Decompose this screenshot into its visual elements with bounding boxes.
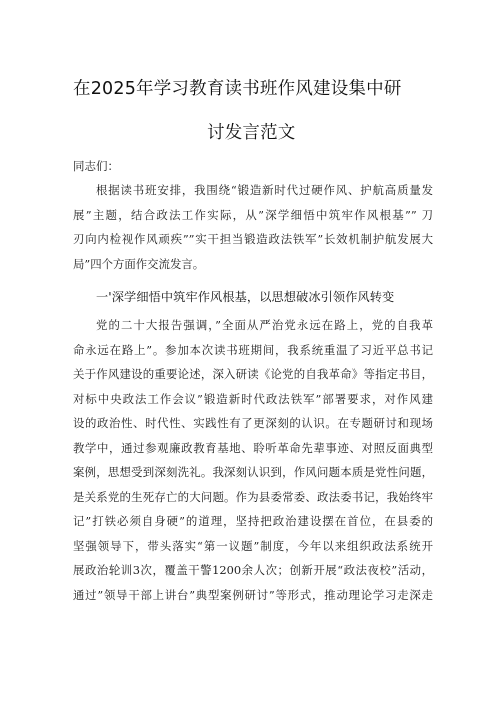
paragraph-line: 通过”领导干部上讲台”典型案例研讨”等形式，推动理论学习走深走: [73, 587, 433, 602]
paragraph-line: 记”打铁必须自身硬”的道理，坚持把政治建设摆在首位，在县委的: [73, 514, 433, 528]
paragraph-line: 刃向内检视作风顽疾””实干担当锻造政法铁军”长效机制护航发展大: [73, 232, 433, 246]
paragraph-line: 根据读书班安排，我围绕“锻造新时代过硬作风、护航高质量发: [96, 183, 433, 197]
paragraph-line: 关于作风建设的重要论述，深入研读《论党的自我革命》等指定书目，: [73, 367, 433, 381]
paragraph-line: 局”四个方面作交流发言。: [73, 256, 205, 271]
paragraph-line: 命永远在路上”。参加本次读书班期间，我系统重温了习近平总书记: [73, 342, 433, 357]
paragraph-line: 教学中，通过参观廉政教育基地、聆听革命先辈事迹、对照反面典型: [73, 440, 433, 455]
paragraph-line: 党的二十大报告强调，”全面从严治党永远在路上，党的自我革: [96, 318, 433, 332]
section-heading: 一'深学细悟中筑牢作风根基，以思想破冰引领作风转变: [96, 290, 395, 304]
section-body-paragraph: [73, 313, 433, 607]
document-title-line-1: 在2025年学习教育读书班作风建设集中研: [73, 79, 402, 99]
paragraph-line: 是关系党的生死存亡的大问题。作为县委常委、政法委书记，我始终牢: [73, 489, 433, 504]
paragraph-line: 展”主题，结合政法工作实际，从”深学细悟中筑牢作风根基”” 刀: [73, 207, 433, 222]
paragraph-line: 展政治轮训3次，覆盖干警1200余人次；创新开展“政法夜校”活动，: [73, 563, 433, 577]
paragraph-line: 案例，思想受到深刻洗礼。我深刻认识到，作风问题本质是党性问题，: [73, 465, 433, 479]
paragraph-line: 设的政治性、时代性、实践性有了更深刻的认识。在专题研讨和现场: [73, 416, 433, 430]
paragraph-line: 坚强领导下，带头落实“第一议题”制度，今年以来组织政法系统开: [73, 538, 433, 553]
intro-paragraph: [73, 178, 433, 276]
greeting: 同志们：: [73, 159, 119, 173]
document-title-line-2: 讨发言范文: [207, 123, 296, 143]
paragraph-line: 对标中央政法工作会议”锻造新时代政法铁军”部署要求，对作风建: [73, 391, 433, 406]
